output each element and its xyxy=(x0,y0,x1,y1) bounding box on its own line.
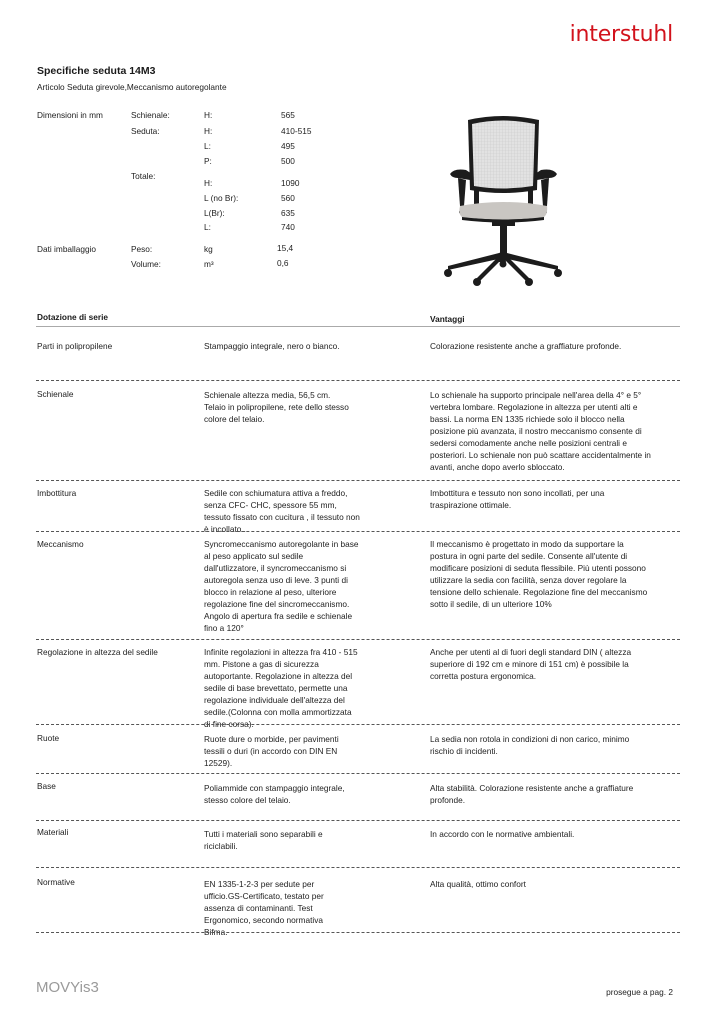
row-advantage: Alta stabilità. Colorazione resistente anche a graffiature profonde. xyxy=(430,783,634,805)
row-advantage: Colorazione resistente anche a graffiature profonde. xyxy=(430,341,622,351)
row-divider xyxy=(36,380,680,381)
packaging-key: Volume: xyxy=(131,259,161,269)
row-label: Imbottitura xyxy=(37,488,77,498)
row-divider xyxy=(36,531,680,532)
row-advantage: Anche per utenti al di fuori degli standard DIN ( altezza superiore di 192 cm e minore di 151 cm) è possibile la corretta postura ergonomica. xyxy=(430,647,632,681)
dim-seduta-label: Seduta: xyxy=(131,126,160,136)
packaging-label: Dati imballaggio xyxy=(37,244,97,254)
row-label: Parti in polipropilene xyxy=(37,341,113,351)
row-divider xyxy=(36,480,680,481)
dim-totale-key: L: xyxy=(204,222,211,232)
row-description: Syncromeccanismo autoregolante in base al peso applicato sul sedile dall'utlizzatore, il syncromeccanismo si autoregola senza uso di leve. 3 punti di blocco in relazione al peso, ulteriore regolazione fine del sincromeccanismo. Angolo di apertura fra sedile e schienale fino a 120° xyxy=(204,539,359,633)
dim-schienale-label: Schienale: xyxy=(131,110,170,120)
packaging-value: 15,4 xyxy=(277,243,294,253)
dim-seduta-value: 410-515 xyxy=(281,126,312,136)
row-divider xyxy=(36,724,680,725)
row-advantage: In accordo con le normative ambientali. xyxy=(430,829,575,839)
packaging-unit: kg xyxy=(204,244,213,254)
row-divider xyxy=(36,820,680,821)
dim-totale-value: 740 xyxy=(281,222,295,232)
dim-schienale-value: 565 xyxy=(281,110,295,120)
row-label: Ruote xyxy=(37,733,60,743)
dim-totale-value: 560 xyxy=(281,193,295,203)
row-description: Schienale altezza media, 56,5 cm. Telaio in polipropilene, rete dello stesso colore del telaio. xyxy=(204,390,349,424)
row-divider xyxy=(36,639,680,640)
col-header-advantages: Vantaggi xyxy=(430,314,465,324)
dim-totale-value: 635 xyxy=(281,208,295,218)
row-advantage: Il meccanismo è progettato in modo da supportare la postura in ogni parte del sedile. Consente all'utente di modificare posizioni di seduta flessibile. Più utenti possono utilizzare la sedia con facilità, senza dover regolare la tensione dello schienale. Regolazione fine del meccanismo sotto il sedile, di un ulteriore 10% xyxy=(430,539,648,609)
dim-seduta-key: H: xyxy=(204,126,213,136)
dim-seduta-value: 495 xyxy=(281,141,295,151)
row-advantage: Lo schienale ha supporto principale nell'area della 4° e 5° vertebra lombare. Regolazione in altezza per utenti alti e bassi. La norma EN 1335 richiede solo il blocco nella posizione più avanzata, il nostro meccanismo consente di sedersi comodamente anche nelle posizioni centrali e posteriori. Lo schienale non può scattare accidentalmente in avanti, anche dopo averlo sbloccato. xyxy=(430,390,651,472)
brand-logo: interstuhl xyxy=(569,22,673,47)
dimensions-label: Dimensioni in mm xyxy=(37,110,103,120)
row-label: Materiali xyxy=(37,827,69,837)
row-advantage: La sedia non rotola in condizioni di non carico, minimo rischio di incidenti. xyxy=(430,734,630,756)
packaging-key: Peso: xyxy=(131,244,153,254)
row-description: Stampaggio integrale, nero o bianco. xyxy=(204,341,340,351)
row-label: Meccanismo xyxy=(37,539,84,549)
row-label: Normative xyxy=(37,877,75,887)
row-description: Tutti i materiali sono separabili e riciclabili. xyxy=(204,829,323,851)
row-description: Ruote dure o morbide, per pavimenti tessili o duri (in accordo con DIN EN 12529). xyxy=(204,734,339,768)
row-description: Infinite regolazioni in altezza fra 410 - 515 mm. Pistone a gas di sicurezza autoportante. Regolazione in altezza del sedile di base brevettato, permette una regolazione individuale dell'altezza del sedile.(Colonna con molla ammortizzata di fine corsa). xyxy=(204,647,358,729)
packaging-unit: m³ xyxy=(204,259,214,269)
row-label: Schienale xyxy=(37,389,74,399)
packaging-value: 0,6 xyxy=(277,258,289,268)
dim-seduta-value: 500 xyxy=(281,156,295,166)
page-title: Specifiche seduta 14M3 xyxy=(37,65,156,77)
row-label: Base xyxy=(37,781,56,791)
dim-seduta-key: L: xyxy=(204,141,211,151)
row-divider xyxy=(36,867,680,868)
dim-totale-key: L(Br): xyxy=(204,208,225,218)
dim-totale-key: H: xyxy=(204,178,213,188)
dim-schienale-key: H: xyxy=(204,110,213,120)
dim-seduta-key: P: xyxy=(204,156,212,166)
col-header-standard: Dotazione di serie xyxy=(37,312,109,322)
page-subtitle: Articolo Seduta girevole,Meccanismo autoregolante xyxy=(37,82,227,92)
footer-continue-note: prosegue a pag. 2 xyxy=(606,987,673,997)
dim-totale-value: 1090 xyxy=(281,178,300,188)
row-divider xyxy=(36,773,680,774)
row-description: Sedile con schiumatura attiva a freddo, senza CFC- CHC, spessore 55 mm, tessuto fissato con cucitura , il tessuto non è incollato . xyxy=(204,488,360,534)
header-divider xyxy=(36,326,680,327)
dim-totale-key: L (no Br): xyxy=(204,193,239,203)
chair-illustration xyxy=(436,114,571,286)
row-label: Regolazione in altezza del sedile xyxy=(37,647,158,657)
row-advantage: Imbottitura e tessuto non sono incollati, per una traspirazione ottimale. xyxy=(430,488,605,510)
dim-totale-label: Totale: xyxy=(131,171,156,181)
row-advantage: Alta qualità, ottimo confort xyxy=(430,879,526,889)
row-description: EN 1335-1-2-3 per sedute per ufficio.GS-Certificato, testato per assenza di contaminanti. Test Ergonomico, secondo normativa Bifma. xyxy=(204,879,324,937)
footer-product-name: MOVYis3 xyxy=(36,979,99,996)
row-description: Poliammide con stampaggio integrale, stesso colore del telaio. xyxy=(204,783,345,805)
row-divider xyxy=(36,932,680,933)
